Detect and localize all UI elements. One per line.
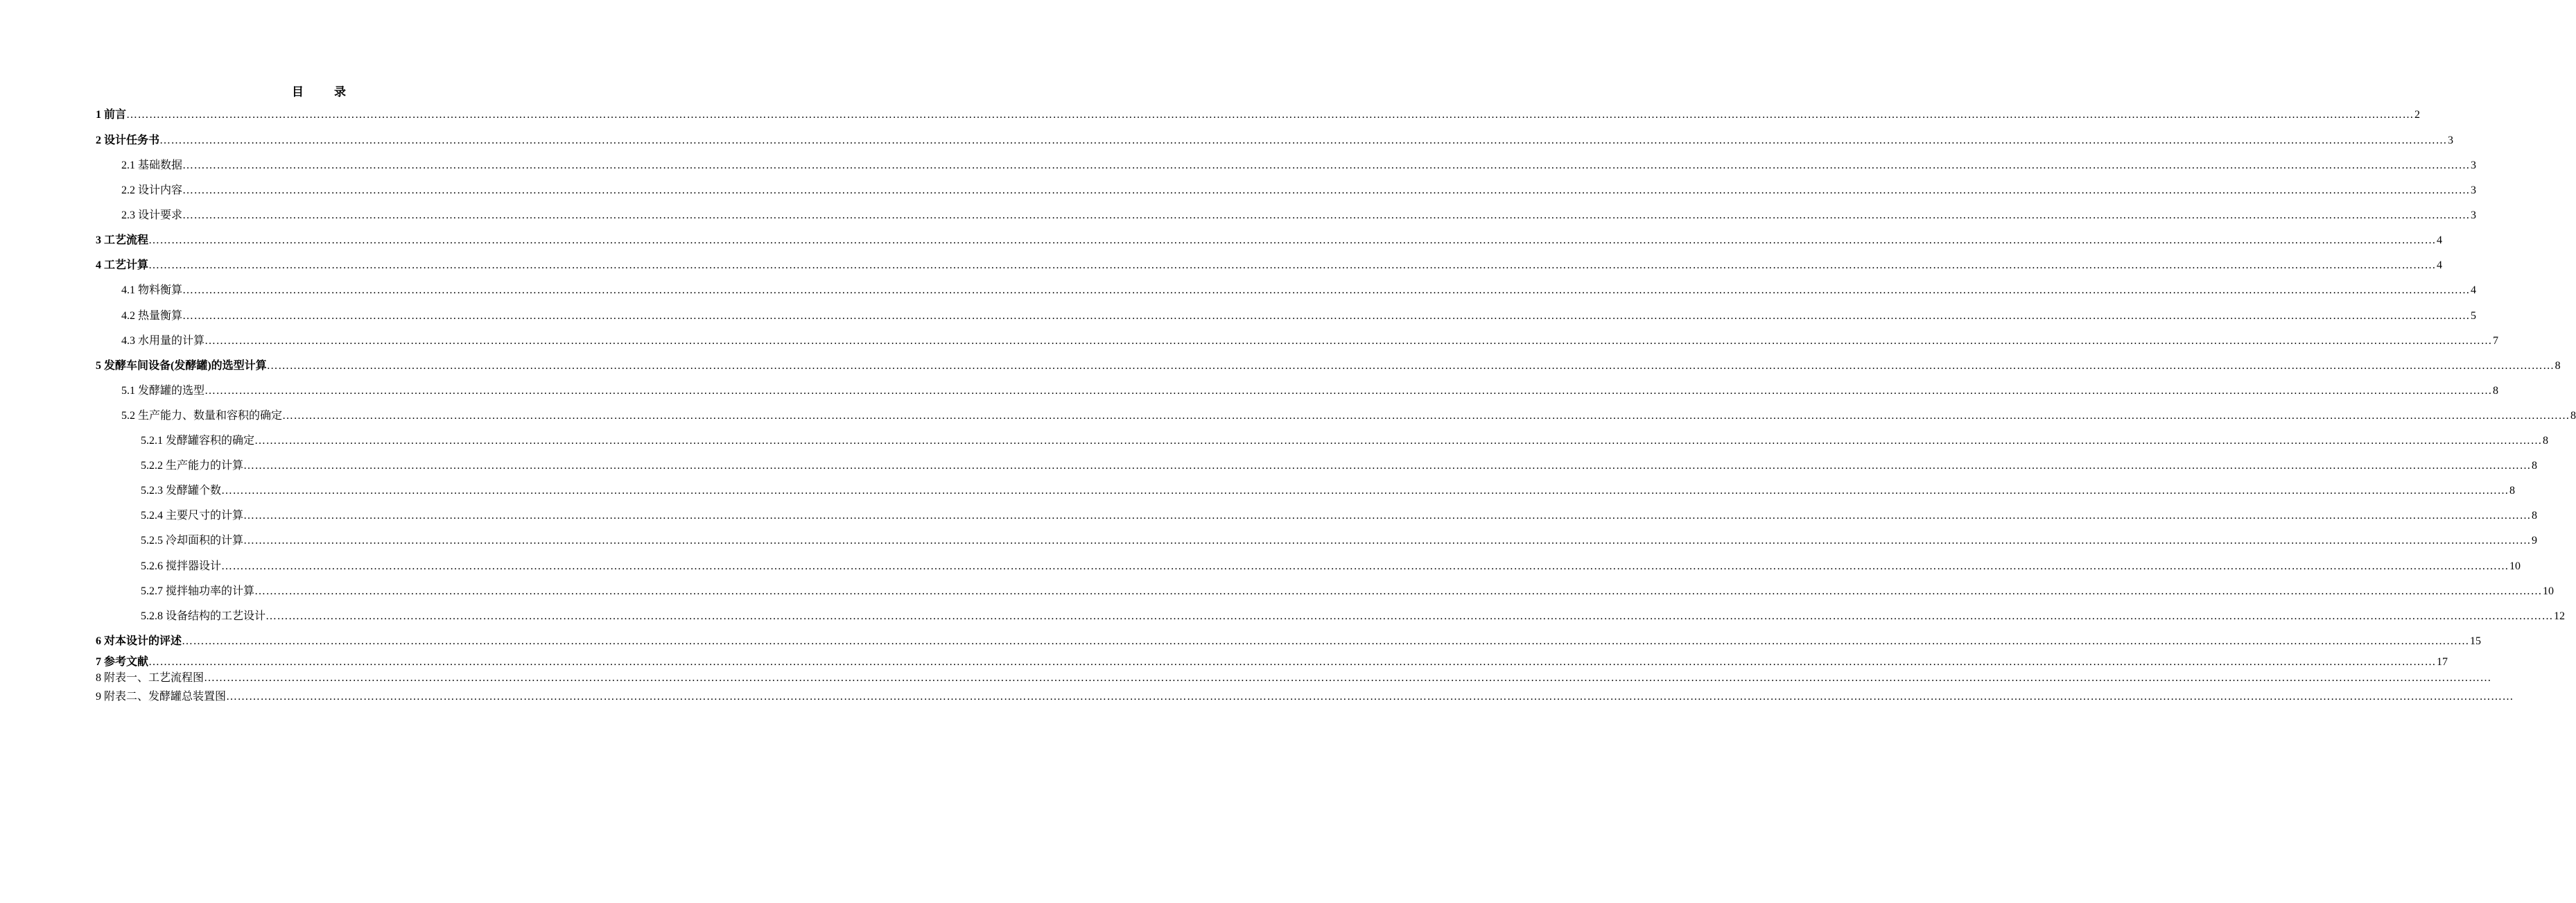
toc-entry-label: 2.3 设计要求 bbox=[121, 209, 183, 221]
dot-leader: …………………………………………………………………………………………………………………………………………………………………………………………………………………………………………………………………………………………………………………………………………………………………………………………………………………………………………………………………………………………………………………………………………………… bbox=[204, 672, 2492, 684]
toc-entry-label: 4.3 水用量的计算 bbox=[121, 335, 205, 347]
toc-entry-page: 4 bbox=[2437, 259, 2443, 271]
toc-entry[interactable] bbox=[121, 183, 2477, 198]
toc-entry-page: 8 bbox=[2532, 460, 2538, 472]
toc-entry[interactable] bbox=[141, 584, 2555, 599]
toc-entry-label: 2 设计任务书 bbox=[96, 135, 160, 146]
toc-entry-page: 10 bbox=[2543, 585, 2555, 597]
dot-leader: …………………………………………………………………………………………………………………………………………………………………………………………………………………………………………………………………………………………………………………………………………………………………………………………………………………………………………………………………………………………………………………………………………………… bbox=[126, 109, 2414, 121]
toc-title-char: 目 bbox=[292, 85, 304, 98]
dot-leader: …………………………………………………………………………………………………………………………………………………………………………………………………………………………………………………………………………………………………………………………………………………………………………………………………………………………………………………………………………………………………………………………………………………… bbox=[254, 585, 2543, 597]
dot-leader: …………………………………………………………………………………………………………………………………………………………………………………………………………………………………………………………………………………………………………………………………………………………………………………………………………………………………………………………………………………………………………………………………………………… bbox=[148, 234, 2437, 246]
toc-entry-page: 8 bbox=[2509, 485, 2516, 497]
toc-entry[interactable] bbox=[96, 671, 2492, 686]
toc-entry-label: 8 附表一、工艺流程图 bbox=[96, 672, 204, 684]
toc-entry[interactable] bbox=[121, 409, 2576, 424]
toc-entry[interactable] bbox=[121, 309, 2477, 324]
toc-entry[interactable] bbox=[141, 483, 2516, 499]
toc-entry-page: 2 bbox=[2414, 109, 2421, 121]
dot-leader: …………………………………………………………………………………………………………………………………………………………………………………………………………………………………………………………………………………………………………………………………………………………………………………………………………………………………………………………………………………………………………………………………………………… bbox=[182, 635, 2470, 647]
toc-entry[interactable] bbox=[96, 359, 2561, 374]
toc-entry[interactable] bbox=[96, 689, 2514, 705]
toc-entry-page: 8 bbox=[2543, 435, 2549, 447]
toc-entry[interactable] bbox=[96, 108, 2421, 123]
dot-leader: …………………………………………………………………………………………………………………………………………………………………………………………………………………………………………………………………………………………………………………………………………………………………………………………………………………………………………………………………………………………………………………………………………………… bbox=[182, 310, 2471, 322]
toc-entry[interactable] bbox=[96, 133, 2454, 148]
toc-entry-label: 5 发酵车间设备(发酵罐)的选型计算 bbox=[96, 360, 267, 372]
toc-entry-label: 5.2.2 生产能力的计算 bbox=[141, 460, 244, 472]
toc-entry[interactable] bbox=[141, 533, 2538, 549]
toc-entry-label: 4.2 热量衡算 bbox=[121, 310, 183, 322]
dot-leader: …………………………………………………………………………………………………………………………………………………………………………………………………………………………………………………………………………………………………………………………………………………………………………………………………………………………………………………………………………………………………………………………………………………… bbox=[182, 184, 2471, 196]
toc-entry-label: 5.2.1 发酵罐容积的确定 bbox=[141, 435, 255, 447]
dot-leader: …………………………………………………………………………………………………………………………………………………………………………………………………………………………………………………………………………………………………………………………………………………………………………………………………………………………………………………………………………………………………………………………………………………… bbox=[204, 335, 2493, 347]
dot-leader: …………………………………………………………………………………………………………………………………………………………………………………………………………………………………………………………………………………………………………………………………………………………………………………………………………………………………………………………………………………………………………………………………………………… bbox=[182, 160, 2471, 171]
toc-entry[interactable] bbox=[96, 233, 2443, 248]
toc-entry-label: 3 工艺流程 bbox=[96, 234, 149, 246]
toc-entry-label: 5.2 生产能力、数量和容积的确定 bbox=[121, 410, 283, 422]
dot-leader: …………………………………………………………………………………………………………………………………………………………………………………………………………………………………………………………………………………………………………………………………………………………………………………………………………………………………………………………………………………………………………………………………………………… bbox=[266, 610, 2554, 622]
toc-entry-page: 3 bbox=[2471, 209, 2477, 221]
dot-leader: …………………………………………………………………………………………………………………………………………………………………………………………………………………………………………………………………………………………………………………………………………………………………………………………………………………………………………………………………………………………………………………………………………………… bbox=[243, 460, 2532, 472]
toc-entry-page: 10 bbox=[2509, 560, 2521, 572]
toc-entry-label: 9 附表二、发酵罐总装置图 bbox=[96, 691, 227, 703]
dot-leader: …………………………………………………………………………………………………………………………………………………………………………………………………………………………………………………………………………………………………………………………………………………………………………………………………………………………………………………………………………………………………………………………………………………… bbox=[243, 510, 2532, 522]
toc-entry-page: 4 bbox=[2437, 234, 2443, 246]
dot-leader: …………………………………………………………………………………………………………………………………………………………………………………………………………………………………………………………………………………………………………………………………………………………………………………………………………………………………………………………………………………………………………………………………………………… bbox=[266, 360, 2555, 372]
dot-leader: …………………………………………………………………………………………………………………………………………………………………………………………………………………………………………………………………………………………………………………………………………………………………………………………………………………………………………………………………………………………………………………………………………………… bbox=[221, 560, 2509, 572]
toc-entry-label: 4.1 物料衡算 bbox=[121, 284, 183, 296]
toc-entry[interactable] bbox=[121, 208, 2477, 223]
toc-entry-label: 2.2 设计内容 bbox=[121, 184, 183, 196]
toc-entry-page: 7 bbox=[2493, 335, 2499, 347]
toc-entry-label: 5.2.8 设备结构的工艺设计 bbox=[141, 610, 266, 622]
toc-title bbox=[0, 82, 638, 99]
toc-entry-label: 1 前言 bbox=[96, 109, 127, 121]
toc-entry-label: 4 工艺计算 bbox=[96, 259, 149, 271]
dot-leader: …………………………………………………………………………………………………………………………………………………………………………………………………………………………………………………………………………………………………………………………………………………………………………………………………………………………………………………………………………………………………………………………………………………… bbox=[226, 691, 2514, 703]
toc-entry-page: 3 bbox=[2471, 160, 2477, 171]
dot-leader: …………………………………………………………………………………………………………………………………………………………………………………………………………………………………………………………………………………………………………………………………………………………………………………………………………………………………………………………………………………………………………………………………………………… bbox=[182, 209, 2471, 221]
toc-entry-label: 5.2.5 冷却面积的计算 bbox=[141, 535, 244, 547]
toc-entry[interactable] bbox=[141, 433, 2549, 449]
toc-entry[interactable] bbox=[96, 634, 2482, 649]
toc-entry-page: 12 bbox=[2554, 610, 2566, 622]
toc-entry[interactable] bbox=[121, 283, 2477, 298]
dot-leader: …………………………………………………………………………………………………………………………………………………………………………………………………………………………………………………………………………………………………………………………………………………………………………………………………………………………………………………………………………………………………………………………………………………… bbox=[148, 259, 2437, 271]
toc-entry[interactable] bbox=[141, 559, 2521, 574]
toc-entry[interactable] bbox=[141, 458, 2538, 474]
toc-entry[interactable] bbox=[121, 384, 2499, 399]
toc-entry[interactable] bbox=[121, 158, 2477, 173]
toc-entry-page: 3 bbox=[2471, 184, 2477, 196]
toc-title-char: 录 bbox=[334, 85, 346, 98]
toc-entry-label: 6 对本设计的评述 bbox=[96, 635, 182, 647]
toc-entry-label: 2.1 基础数据 bbox=[121, 160, 183, 171]
dot-leader: …………………………………………………………………………………………………………………………………………………………………………………………………………………………………………………………………………………………………………………………………………………………………………………………………………………………………………………………………………………………………………………………………………………… bbox=[204, 385, 2493, 397]
dot-leader: …………………………………………………………………………………………………………………………………………………………………………………………………………………………………………………………………………………………………………………………………………………………………………………………………………………………………………………………………………………………………………………………………………………… bbox=[159, 135, 2448, 146]
dot-leader: …………………………………………………………………………………………………………………………………………………………………………………………………………………………………………………………………………………………………………………………………………………………………………………………………………………………………………………………………………………………………………………………………………………… bbox=[148, 656, 2437, 668]
toc-entry[interactable] bbox=[141, 508, 2538, 524]
toc-entry-page: 8 bbox=[2570, 410, 2576, 422]
toc-entry-page: 5 bbox=[2471, 310, 2477, 322]
toc-entry-label: 7 参考文献 bbox=[96, 656, 149, 668]
toc-entry[interactable] bbox=[141, 609, 2566, 624]
toc-entry-label: 5.1 发酵罐的选型 bbox=[121, 385, 205, 397]
toc-entry-page: 3 bbox=[2448, 135, 2454, 146]
toc-entry-label: 5.2.4 主要尺寸的计算 bbox=[141, 510, 244, 522]
toc-entry-page: 8 bbox=[2555, 360, 2561, 372]
dot-leader: …………………………………………………………………………………………………………………………………………………………………………………………………………………………………………………………………………………………………………………………………………………………………………………………………………………………………………………………………………………………………………………………………………………… bbox=[254, 435, 2543, 447]
toc-entry-page: 8 bbox=[2532, 510, 2538, 522]
dot-leader: …………………………………………………………………………………………………………………………………………………………………………………………………………………………………………………………………………………………………………………………………………………………………………………………………………………………………………………………………………………………………………………………………………………… bbox=[221, 485, 2509, 497]
dot-leader: …………………………………………………………………………………………………………………………………………………………………………………………………………………………………………………………………………………………………………………………………………………………………………………………………………………………………………………………………………………………………………………………………………………… bbox=[282, 410, 2570, 422]
toc-entry-label: 5.2.6 搅拌器设计 bbox=[141, 560, 222, 572]
toc-entry[interactable] bbox=[96, 655, 2448, 670]
dot-leader: …………………………………………………………………………………………………………………………………………………………………………………………………………………………………………………………………………………………………………………………………………………………………………………………………………………………………………………………………………………………………………………………………………………… bbox=[182, 284, 2471, 296]
toc-entry-page: 4 bbox=[2471, 284, 2477, 296]
toc-entry-page: 15 bbox=[2470, 635, 2482, 647]
toc-entry-label: 5.2.3 发酵罐个数 bbox=[141, 485, 222, 497]
toc-entry[interactable] bbox=[96, 258, 2443, 273]
toc-entry-label: 5.2.7 搅拌轴功率的计算 bbox=[141, 585, 255, 597]
dot-leader: …………………………………………………………………………………………………………………………………………………………………………………………………………………………………………………………………………………………………………………………………………………………………………………………………………………………………………………………………………………………………………………………………………………… bbox=[243, 535, 2532, 547]
toc-entry-page: 17 bbox=[2437, 656, 2448, 668]
toc-entry-page: 8 bbox=[2493, 385, 2499, 397]
toc-entry-page: 9 bbox=[2532, 535, 2538, 547]
toc-entry[interactable] bbox=[121, 334, 2499, 349]
